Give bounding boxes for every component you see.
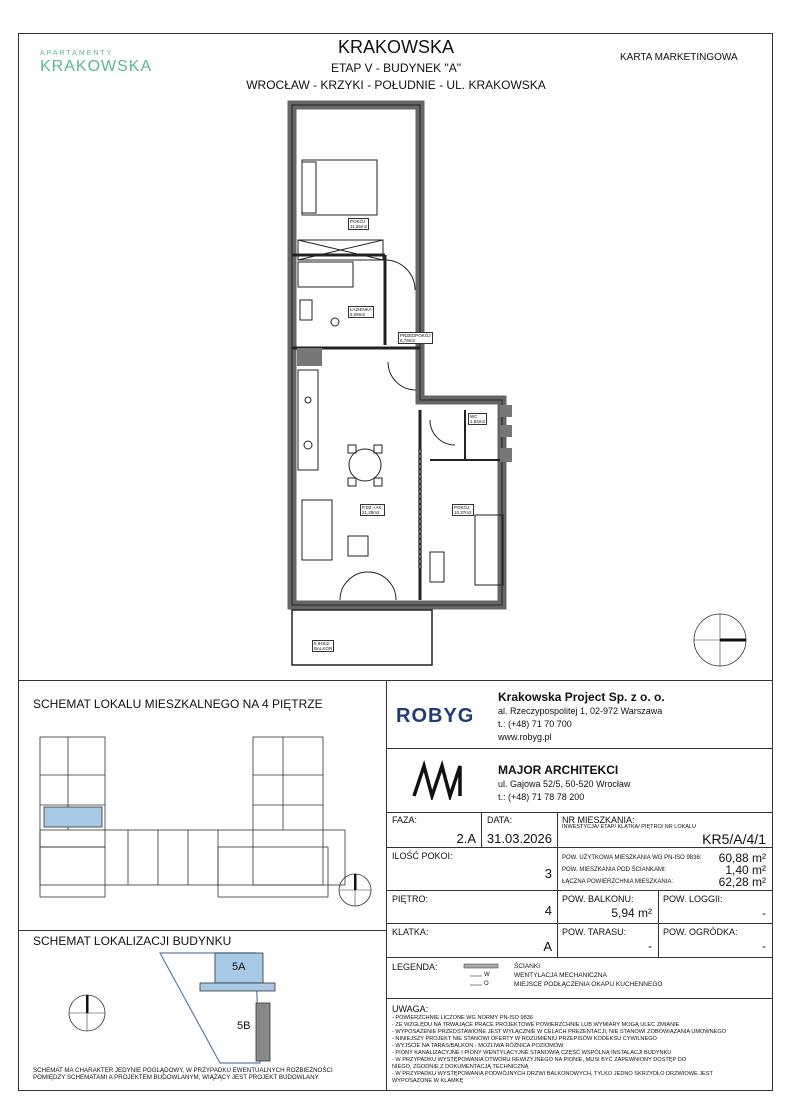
compass-icon [692,612,748,668]
floor-plan [280,100,530,670]
schemat-lokalizacji-title: SCHEMAT LOKALIZACJI BUDYNKU [33,934,232,948]
taras-label: POW. TARASU: [562,927,627,937]
pow-sc-label: POW. MIESZKANIA POD ŚCIANKAMI: [562,867,667,873]
balkon-value: 5,94 m² [611,906,652,920]
legend-label: LEGENDA: [392,962,438,972]
architect-address: ul. Gajowa 52/5, 50-520 Wrocław [498,779,631,789]
nr-label: NR MIESZKANIA: [562,815,635,825]
uwaga-item: - NINIEJSZY PROJEKT NIE STANOWI OFERTY W ROZUMIENIU PRZEPISÓW KODEKSU CYWILNEGO [392,1036,657,1042]
developer-phone: t.: (+48) 71 70 700 [498,719,572,729]
architect-phone: t.: (+48) 71 78 78 200 [498,792,585,802]
doc-type: KARTA MARKETINGOWA [620,52,738,63]
developer-web: www.robyg.pl [498,732,552,742]
page-title: KRAKOWSKA [337,37,455,57]
data-label: DATA: [487,815,513,825]
uwaga-item: - WYJŚCIE NA TARAS/BALKON - MOŻLIWA RÓŻNICA POZIOMÓW [392,1043,564,1049]
legend-symbols [462,962,502,992]
uwaga-item: - PIONY KANALIZACYJNE I PIONY WENTYLACYJNE STANOWIĄ CZĘŚĆ WSPÓLNĄ INSTALACJI BUDYNKU [392,1050,672,1056]
pow-uzyt-label: POW. UŻYTKOWA MIESZKANIA WG PN-ISO 9836: [562,855,702,861]
logo-big-text: KRAKOWSKA [40,58,153,75]
pietro-value: 4 [544,903,552,918]
faza-label: FAZA: [392,815,418,825]
uwaga-label: UWAGA: [392,1004,429,1014]
uwaga-item: - POWIERZCHNIE LICZONE WG NORMY PN-ISO 9836 [392,1015,534,1021]
page-subtitle: ETAP V - BUDYNEK "A" [330,61,462,75]
taras-value: - [648,939,652,953]
legend-sym-o: O [484,981,489,987]
location-schema [60,948,320,1073]
klatka-value: A [543,939,552,954]
legend-item: WENTYLACJA MECHANICZNA [514,972,607,979]
nr-sub-label: INWESTYCJA/ ETAP/ KLATKA/ PIĘTRO/ NR LOKALU [562,824,696,830]
klatka-label: KLATKA: [392,927,429,937]
balkon-label: POW. BALKONU: [562,894,634,904]
data-value: 31.03.2026 [486,831,552,846]
legend-item: MIEJSCE PODŁĄCZENIA OKAPU KUCHENNEGO [514,981,663,988]
building-5a-label: 5A [232,961,246,973]
loggia-value: - [762,906,766,920]
pokoje-label: ILOŚĆ POKOI: [392,851,453,861]
room-label: PRZEDPOKÓJ 6,79m2 [400,333,431,343]
uwaga-item: - W PRZYPADKU WYSTĘPOWANIA OTWORU REWIZYJNEGO NA PIONIE, MUSI BYĆ ZAPEWNIONY DOSTĘP DO [392,1057,687,1063]
uwaga-item: NIEGO, ZGODNIE Z DOKUMENTACJĄ TECHNICZNĄ [392,1064,529,1070]
uwaga-list [392,1015,767,1085]
building-5b-label: 5B [237,1020,251,1032]
uwaga-item: WYPOSAŻONE W KLAMKĘ [392,1078,464,1084]
loggia-label: POW. LOGGII: [663,894,723,904]
schema-note: SCHEMAT MA CHARAKTER JEDYNIE POGLĄDOWY, W PRZYPADKU EWENTUALNYCH ROZBIEŻNOŚCI POMIĘDZY SCHEMATAMI A PROJEKTEM BUDOWLANYM, WIĄŻĄCY JEST PROJEKT BUDOWLANY. [33,1067,333,1081]
ogrodek-label: POW. OGRÓDKA: [663,927,738,937]
schemat-lokalu-title: SCHEMAT LOKALU MIESZKALNEGO NA 4 PIĘTRZE [33,697,323,711]
room-label: WC 1,84m2 [470,414,486,424]
robyg-logo: ROBYG [396,705,475,727]
page-location: WROCŁAW - KRZYKI - POŁUDNIE - UL. KRAKOWSKA [246,78,546,92]
pow-sc-value: 1,40 m² [725,863,766,877]
room-label: POKÓJ 10,37m2 [454,505,472,515]
room-label: 5,94m2 BALKON [314,641,333,651]
faza-value: 2.A [456,831,476,846]
legend-item: ŚCIANKI [514,963,541,970]
legend-sym-w: W [484,972,490,978]
architect-name: MAJOR ARCHITEKCI [498,763,619,777]
room-label: P.DZ.+AK. 21,28m2 [362,505,383,515]
pow-uzyt-value: 60,88 m² [718,851,766,865]
logo-small-text: APARTAMENTY [40,50,114,57]
pietro-label: PIĘTRO: [392,894,429,904]
major-architekci-logo [410,760,466,800]
ogrodek-value: - [762,939,766,953]
building-schema [38,735,373,915]
developer-address: al. Rzeczypospolitej 1, 02-972 Warszawa [498,706,663,716]
room-label: POKÓJ 11,56m2 [350,219,368,229]
room-label: ŁAZIENKA 5,08m2 [350,307,372,317]
uwaga-item: - W PRZYPADKU WYSTĘPOWANIA PODWÓJNYCH DRZWI BALKONOWYCH, TYLKO JEDNO SKRZYDŁO DRZWIOWE JEST [392,1071,713,1077]
uwaga-item: - ZE WZGLĘDU NA TRWAJĄCE PRACE PROJEKTOWE POWIERZCHNIE LUB WYMIARY MOGĄ ULEC ZMIANIE [392,1022,680,1028]
pow-laczna-value: 62,28 m² [718,875,766,889]
pow-laczna-label: ŁĄCZNA POWIERZCHNIA MIESZKANIA: [562,879,674,885]
pokoje-value: 3 [544,866,552,881]
uwaga-item: - WYPOSAŻENIE PRZEDSTAWIONE JEST WYŁĄCZNIE W CELACH PREZENTACJI, NIE STANOWI ZOBOWIĄZANIA UMOWNEGO [392,1029,727,1035]
nr-value: KR5/A/4/1 [702,831,766,847]
developer-name: Krakowska Project Sp. z o. o. [498,690,665,704]
